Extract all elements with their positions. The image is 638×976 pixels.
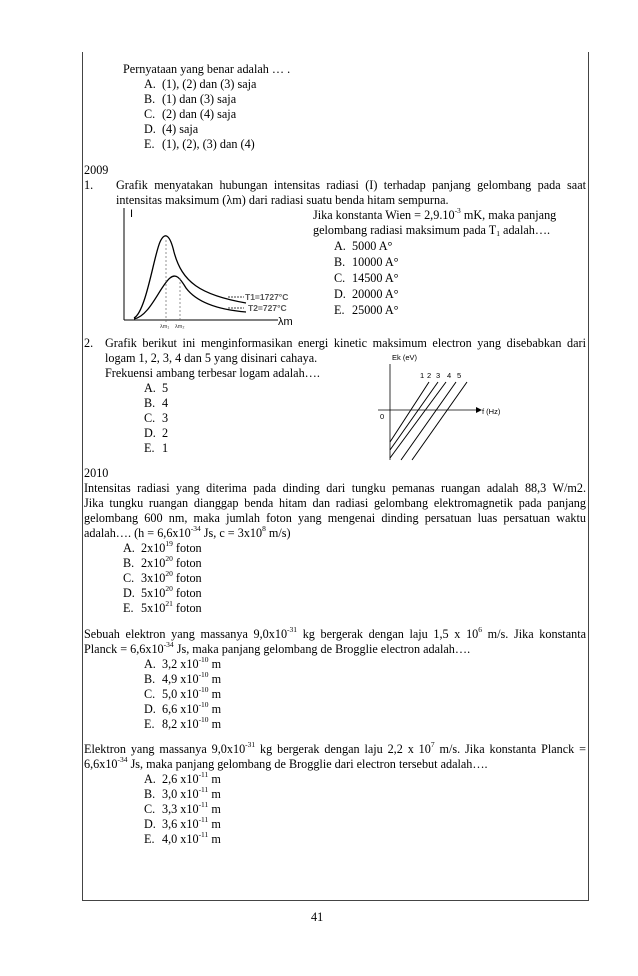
line-metal-2	[390, 382, 438, 450]
option-b: B. 10000 A°	[334, 255, 399, 269]
line-label-4: 4	[447, 371, 452, 380]
option-c: C. $3x10^{20}$ foton	[123, 569, 202, 585]
question-text-line: Frekuensi ambang terbesar logam adalah….	[105, 366, 320, 380]
option-b: B. $2x10^{20}$ foton	[123, 554, 202, 570]
option-c: C. 14500 A°	[334, 271, 399, 285]
question-text-line: Grafik berikut ini menginformasikan energi kinetic maksimum electron yang disebabkan dari	[105, 336, 586, 350]
line-label-5: 5	[457, 371, 462, 380]
option-d: D. 20000 A°	[334, 287, 399, 301]
tick-lambda-1: λm₁	[160, 324, 170, 330]
question-number: 2.	[84, 336, 94, 350]
blackbody-radiation-graph	[118, 200, 308, 335]
question-text-line: Planck = $6,6x10^{-34}$ Js, maka panjang gelombang de Brogglie electron adalah….	[84, 640, 471, 656]
option-d: D. 2	[144, 426, 169, 440]
photoelectric-graph	[374, 350, 514, 462]
question-text-line: intensitas maksimum (λm) dari radiasi suatu benda hitam sempurna.	[116, 193, 449, 207]
option-e: E. 1	[144, 441, 169, 455]
curve-t2	[134, 276, 246, 319]
option-b: B. 3,0 $x10^{-11}$ m	[144, 785, 221, 801]
tick-lambda-2: λm₂	[175, 324, 185, 330]
line-label-1: 1	[420, 371, 425, 380]
option-e: E. (1), (2), (3) dan (4)	[144, 137, 255, 151]
question-text-line: Jika konstanta Wien = $2,9.10^{-3}$ mK, maka panjang	[313, 206, 557, 222]
year-heading-2009: 2009	[84, 163, 109, 177]
option-d: D. 6,6 $x10^{-10}$ m	[144, 700, 222, 716]
question-text-line: Elektron yang massanya $9,0x10^{-31}$ kg bergerak dengan laju 2,2 x $10^7$ m/s. Jika konstanta Planck =	[84, 740, 586, 756]
option-a: A. 2,6 $x10^{-11}$ m	[144, 770, 221, 786]
option-b: B. 4	[144, 396, 169, 410]
year-heading-2010: 2010	[84, 466, 109, 480]
line-metal-5	[412, 382, 467, 460]
option-d: D. 3,6 $x10^{-11}$ m	[144, 815, 221, 831]
question-number: 1.	[84, 178, 94, 192]
line-metal-3	[390, 382, 446, 458]
question-text-line: Intensitas radiasi yang diterima pada dinding dari tungku pemanas ruangan adalah 88,3 W/m2.	[84, 481, 586, 495]
option-a: A. 5	[144, 381, 169, 395]
line-metal-4	[401, 382, 456, 460]
line-label-2: 2	[427, 371, 432, 380]
option-c: C. (2) dan (4) saja	[144, 107, 237, 121]
question-text-line: Grafik menyatakan hubungan intensitas radiasi (I) terhadap panjang gelombang pada saat	[116, 178, 586, 192]
option-a: A. 5000 A°	[334, 239, 393, 253]
question-stem: Pernyataan yang benar adalah … .	[123, 62, 291, 76]
option-d: D. $5x10^{20}$ foton	[123, 584, 202, 600]
line-metal-1	[390, 382, 429, 442]
option-b: B. (1) dan (3) saja	[144, 92, 237, 106]
question-text-line: adalah…. ($h = 6,6x10^{-34}$ Js, $c = 3x10^8$ m/s)	[84, 524, 291, 540]
option-d: D. (4) saja	[144, 122, 199, 136]
option-e: E. 4,0 $x10^{-11}$ m	[144, 830, 221, 846]
option-e: E. $5x10^{21}$ foton	[123, 599, 202, 615]
y-axis-label: I	[130, 208, 134, 220]
t2-label: T2=727°C	[248, 303, 287, 313]
option-b: B. 4,9 $x10^{-10}$ m	[144, 670, 222, 686]
origin-label: 0	[380, 412, 385, 421]
question-text-line: Sebuah elektron yang massanya $9,0x10^{-31}$ kg bergerak dengan laju 1,5 x $10^6$ m/s. Jika konstanta	[84, 625, 586, 641]
option-e: E. 8,2 $x10^{-10}$ m	[144, 715, 222, 731]
t1-label: T1=1727°C	[245, 292, 289, 302]
option-a: A. (1), (2) dan (3) saja	[144, 77, 257, 91]
option-a: A. 3,2 $x10^{-10}$ m	[144, 655, 222, 671]
option-a: A. $2x10^{19}$ foton	[123, 539, 202, 555]
x-axis-label: λm	[278, 316, 293, 328]
question-text-line: $6,6x10^{-34}$ Js, maka panjang gelombang de Brogglie dari electron tersebut adalah….	[84, 755, 488, 771]
question-text-line: gelombang 600 nm, maka jumlah foton yang mengenai dinding persatuan luas persatuan waktu	[84, 511, 586, 525]
option-c: C. 3	[144, 411, 169, 425]
option-c: C. 3,3 $x10^{-11}$ m	[144, 800, 221, 816]
y-axis-label: Ek (eV)	[392, 353, 418, 362]
page-number: 41	[311, 910, 324, 924]
x-axis-label: f (Hz)	[482, 407, 501, 416]
question-text-line: logam 1, 2, 3, 4 dan 5 yang disinari cahaya.	[105, 351, 318, 365]
question-text-line: gelombang radiasi maksimum pada T1 adalah….	[313, 223, 551, 238]
option-e: E. 25000 A°	[334, 303, 399, 317]
question-text-line: Jika tungku ruangan dianggap benda hitam dan radiasi gelombang elektromagnetik pada panjang	[84, 496, 586, 510]
option-c: C. 5,0 $x10^{-10}$ m	[144, 685, 222, 701]
line-label-3: 3	[436, 371, 441, 380]
